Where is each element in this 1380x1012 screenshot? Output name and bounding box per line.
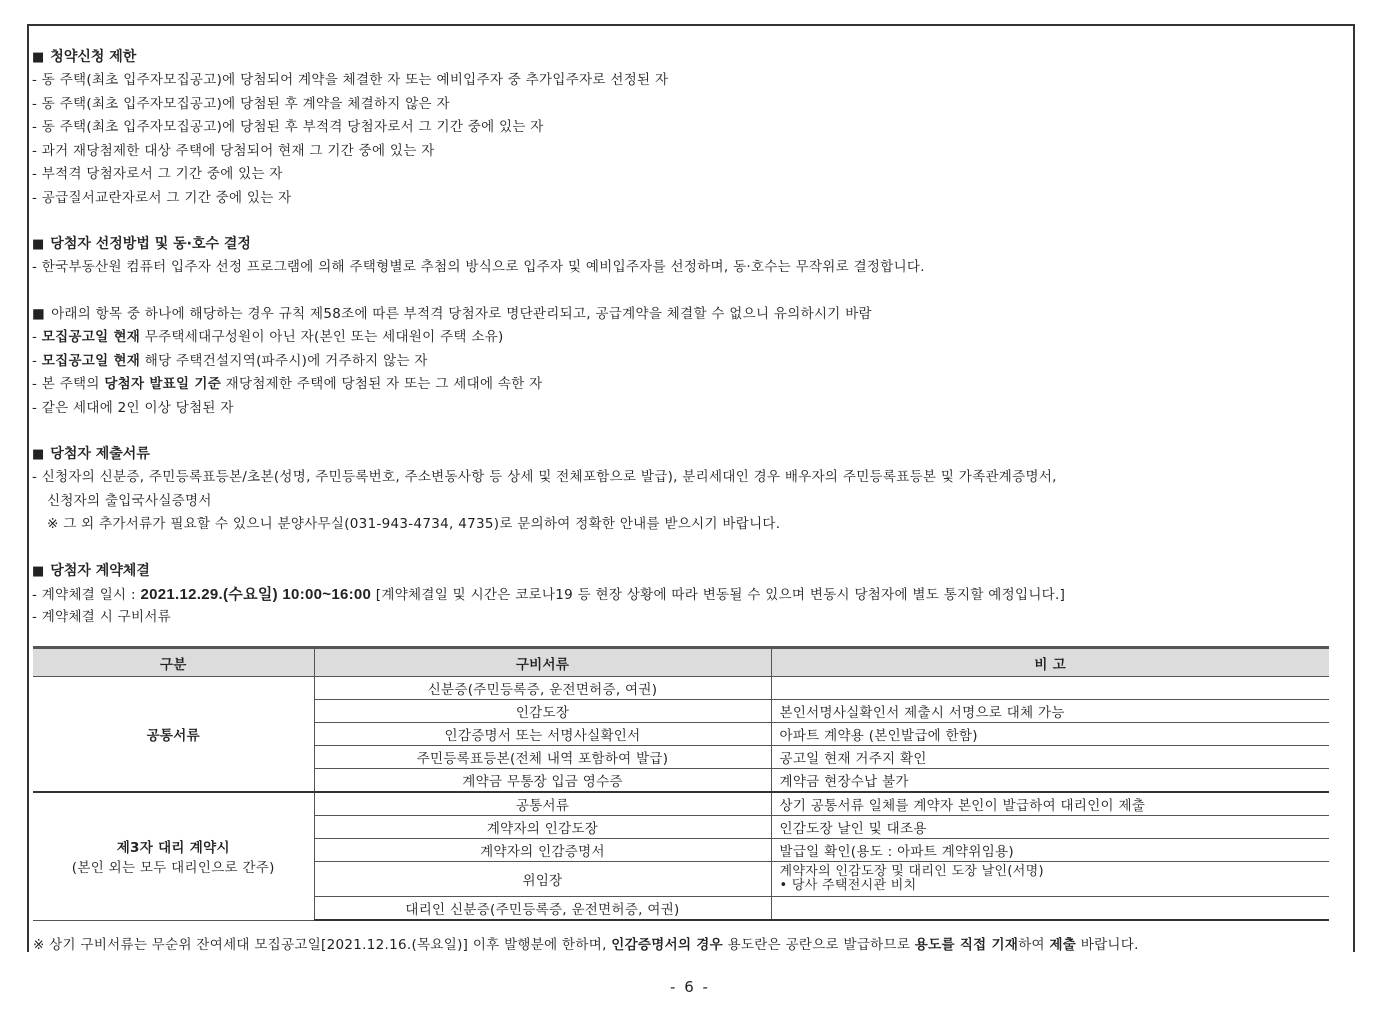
contract-date-line: - 계약체결 일시 : 2021.12.29.(수요일) 10:00~16:00 [계약체결일 및 시간은 코로나19 등 현장 상황에 따라 변동될 수 있으며 변동시 당첨자에 별도 통지할 예정입니다.] <box>32 585 1066 603</box>
note-cell: 인감도장 날인 및 대조용 <box>771 816 1329 839</box>
footnote: ※ 상기 구비서류는 무순위 잔여세대 모집공고일[2021.12.16.(목요일)] 이후 발행분에 한하며, 인감증명서의 경우 용도란은 공란으로 발급하므로 용도를 직접 기재하여 제출 바랍니다. <box>33 937 1139 953</box>
note-cell: 발급일 확인(용도 : 아파트 계약위임용) <box>771 839 1329 862</box>
note-cell <box>771 897 1329 921</box>
section-title-documents: ■ 당첨자 제출서류 <box>32 446 150 462</box>
table-row <box>33 792 1329 816</box>
list-item: - 부적격 당첨자로서 그 기간 중에 있는 자 <box>32 166 283 182</box>
note-line: 계약자의 인감도장 및 대리인 도장 날인(서명) <box>779 864 1044 879</box>
required-documents-table <box>33 646 1329 921</box>
note-line: ※ 그 외 추가서류가 필요할 수 있으니 분양사무실(031-943-4734, 4735)로 문의하여 정확한 안내를 받으시기 바랍니다. <box>47 516 781 532</box>
section-title-contract: ■ 당첨자 계약체결 <box>32 562 150 579</box>
doc-cell: 인감증명서 또는 서명사실확인서 <box>314 723 771 746</box>
section-title-winner-selection: ■ 당첨자 선정방법 및 동·호수 결정 <box>32 236 251 252</box>
note-cell: 공고일 현재 거주지 확인 <box>771 746 1329 769</box>
list-item: - 같은 세대에 2인 이상 당첨된 자 <box>32 399 234 416</box>
doc-cell: 대리인 신분증(주민등록증, 운전면허증, 여권) <box>314 897 771 921</box>
list-item: - 본 주택의 당첨자 발표일 기준 재당첨제한 주택에 당첨된 자 또는 그 세대에 속한 자 <box>32 376 543 392</box>
header-documents: 구비서류 <box>314 648 771 677</box>
table-header-row <box>33 648 1329 677</box>
section-title-subscription-restriction: ■ 청약신청 제한 <box>32 49 137 65</box>
category-proxy-sublabel: (본인 외는 모두 대리인으로 간주) <box>71 860 275 877</box>
list-item: - 동 주택(최초 입주자모집공고)에 당첨되어 계약을 체결한 자 또는 예비입주자 중 추가입주자로 선정된 자 <box>32 72 669 88</box>
square-bullet-icon: ■ <box>32 447 45 462</box>
list-item: - 계약체결 시 구비서류 <box>32 609 172 625</box>
note-line: • 당사 주택전시관 비치 <box>779 878 917 893</box>
list-item: - 과거 재당첨제한 대상 주택에 당첨되어 현재 그 기간 중에 있는 자 <box>32 142 435 159</box>
square-bullet-icon: ■ <box>32 563 45 579</box>
section-title-ineligible: ■ 아래의 항목 중 하나에 해당하는 경우 규칙 제58조에 따른 부적격 당첨자로 명단관리되고, 공급계약을 체결할 수 없으니 유의하시기 바람 <box>32 305 872 322</box>
note-cell: 아파트 계약용 (본인발급에 한함) <box>771 723 1329 746</box>
header-category: 구분 <box>33 648 314 677</box>
header-remarks: 비 고 <box>771 648 1329 677</box>
table-row <box>33 677 1329 700</box>
document-body <box>32 46 1350 630</box>
square-bullet-icon: ■ <box>32 50 45 65</box>
category-proxy-label: 제3자 대리 계약시 <box>116 840 230 857</box>
doc-cell: 신분증(주민등록증, 운전면허증, 여권) <box>314 677 771 700</box>
square-bullet-icon: ■ <box>32 305 46 322</box>
doc-cell: 계약금 무통장 입금 영수증 <box>314 769 771 793</box>
doc-cell: 인감도장 <box>314 700 771 723</box>
doc-cell: 계약자의 인감증명서 <box>314 839 771 862</box>
note-cell: 상기 공통서류 일체를 계약자 본인이 발급하여 대리인이 제출 <box>771 792 1329 816</box>
list-item: - 신청자의 신분증, 주민등록표등본/초본(성명, 주민등록번호, 주소변동사항 등 상세 및 전체포함으로 발급), 분리세대인 경우 배우자의 주민등록표등본 및 가족관계증명서, <box>32 469 1057 485</box>
category-common: 공통서류 <box>33 677 314 793</box>
square-bullet-icon: ■ <box>32 237 45 252</box>
doc-cell: 공통서류 <box>314 792 771 816</box>
note-cell <box>771 862 1329 897</box>
doc-cell: 위임장 <box>314 862 771 897</box>
category-proxy <box>33 792 314 920</box>
page-number: - 6 - <box>670 978 710 996</box>
note-cell: 계약금 현장수납 불가 <box>771 769 1329 793</box>
list-item: - 모집공고일 현재 무주택세대구성원이 아닌 자(본인 또는 세대원이 주택 소유) <box>32 329 504 345</box>
note-cell: 본인서명사실확인서 제출시 서명으로 대체 가능 <box>771 700 1329 723</box>
doc-cell: 주민등록표등본(전체 내역 포함하여 발급) <box>314 746 771 769</box>
list-item-continued: 신청자의 출입국사실증명서 <box>47 492 212 509</box>
list-item: - 한국부동산원 컴퓨터 입주자 선정 프로그램에 의해 주택형별로 추첨의 방식으로 입주자 및 예비입주자를 선정하며, 동·호수는 무작위로 결정합니다. <box>32 259 925 275</box>
list-item: - 공급질서교란자로서 그 기간 중에 있는 자 <box>32 189 292 206</box>
doc-cell: 계약자의 인감도장 <box>314 816 771 839</box>
note-cell <box>771 677 1329 700</box>
list-item: - 동 주택(최초 입주자모집공고)에 당첨된 후 계약을 체결하지 않은 자 <box>32 95 450 112</box>
list-item: - 동 주택(최초 입주자모집공고)에 당첨된 후 부적격 당첨자로서 그 기간 중에 있는 자 <box>32 119 544 135</box>
list-item: - 모집공고일 현재 해당 주택건설지역(파주시)에 거주하지 않는 자 <box>32 352 428 369</box>
